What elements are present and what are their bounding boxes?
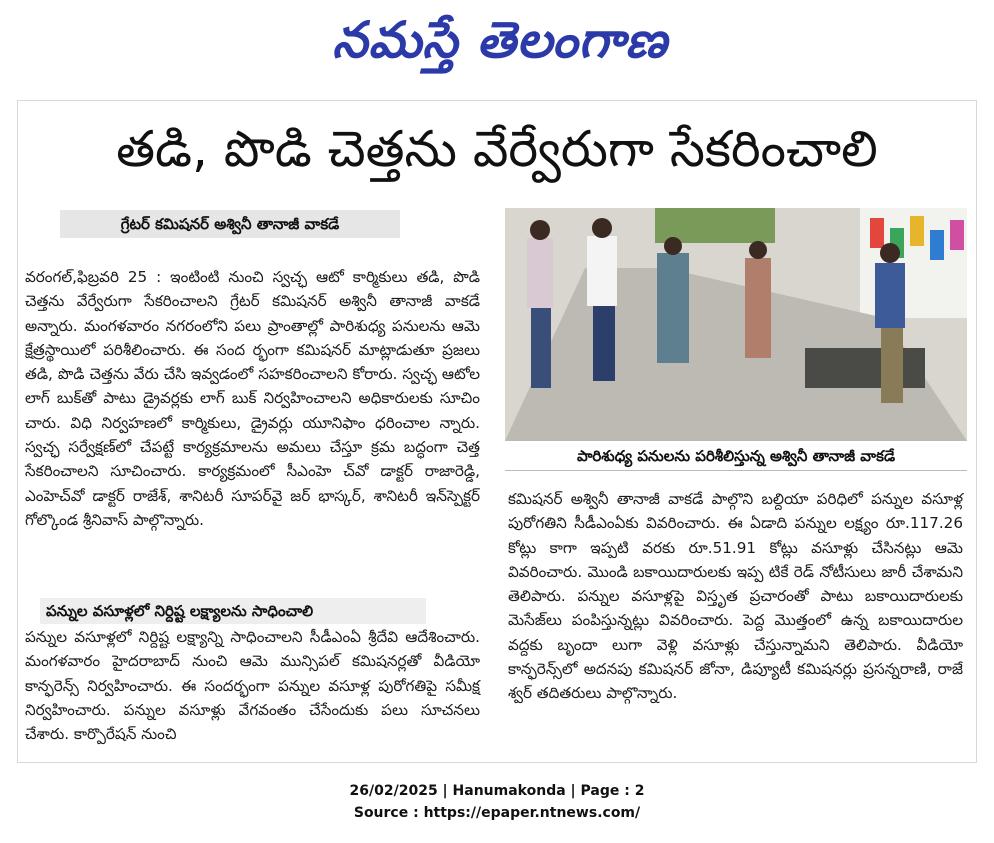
photo-illustration: [505, 208, 967, 441]
footer-source-line: Source : https://epaper.ntnews.com/: [353, 805, 641, 821]
left-column-text: [25, 265, 480, 532]
masthead-logo: నమస్తే తెలంగాణ: [332, 11, 668, 69]
right-column-text: [508, 487, 963, 706]
photo-caption: పారిశుధ్య పనులను పరిశీలిస్తున్న అశ్వినీ తానాజీ వాకడే: [505, 442, 967, 471]
left-column-text-2: [25, 625, 480, 746]
article-photo: [505, 208, 967, 441]
article-subhead: గ్రేటర్ కమిషనర్ అశ్వినీ తానాజీ వాకడే: [60, 210, 400, 238]
page-footer: [0, 780, 994, 824]
section-heading: పన్నుల వసూళ్లలో నిర్దిష్ట లక్ష్యాలను సాధించాలి: [40, 598, 426, 624]
article-headline: తడి, పొడి చెత్తను వేర్వేరుగా సేకరించాలి: [116, 120, 878, 178]
paragraph: పన్నుల వసూళ్లలో నిర్దిష్ట లక్ష్యాన్ని సాధించాలని సీడీఎంఏ శ్రీదేవి ఆదేశించారు. మంగళవారం హైదరాబాద్ నుంచి ఆమె మున్సిపల్ కమిషనర్లతో వీడియో కాన్ఫరెన్స్ నిర్వహించారు. ఈ సందర్భంగా పన్నుల వసూళ్ల పురోగతిపై సమీక్ష నిర్వహించారు. పన్నుల వసూళ్లు వేగవంతం చేసేందుకు పలు సూచనలు చేశారు. కార్పొరేషన్ నుంచి: [25, 628, 480, 744]
paragraph: వరంగల్,ఫిబ్రవరి 25 : ఇంటింటి నుంచి స్వచ్ఛ ఆటో కార్మికులు తడి, పొడి చెత్తను వేర్వేరుగా సేకరించాలని గ్రేటర్ కమిషనర్ అశ్వినీ తానాజీ వాకడే అన్నారు. మంగళవారం నగరంలోని పలు ప్రాంతాల్లో పారిశుధ్య పనులను ఆమె క్షేత్రస్థాయిలో పరిశీలించారు. ఈ సంద ర్భంగా కమిషనర్ మాట్లాడుతూ ప్రజలు తడి, పొడి చెత్తను వేరు చేసి ఇవ్వడంలో సహకరించాలని కోరారు. స్వచ్ఛ ఆటోల లాగ్ బుక్‌తో పాటు డ్రైవర్లకు లాగ్ బుక్ నిర్వహించాలని అధికారులకు సూచిం చారు. విధి నిర్వహణలో కార్మికులు, డ్రైవర్లు యూనిఫాం ధరించాల న్నారు. స్వచ్ఛ సర్వేక్షణ్‌లో చేపట్టే కార్యక్రమాలను అమలు చేస్తూ క్రమ బద్ధంగా చెత్త సేకరించాలని సూచించారు. కార్యక్రమంలో సీఎంహె చ్‌వో డాక్టర్ రాజారెడ్డి, ఎంహెచ్‌వో డాక్టర్ రాజేశ్, శానిటరీ సూపర్‌వై జర్ భాస్కర్, శానిటరీ ఇన్‌స్పెక్టర్ గోల్కొండ శ్రీనివాస్ పాల్గొన్నారు.: [25, 268, 480, 529]
paragraph: కమిషనర్ అశ్వినీ తానాజీ వాకడే పాల్గొని బల్దియా పరిధిలో పన్నుల వసూళ్ల పురోగతిని సీడీఎంఏకు వివరించారు. ఈ ఏడాది పన్నుల లక్ష్యం రూ.117.26 కోట్లు కాగా ఇప్పటి వరకు రూ.51.91 కోట్లు వసూళ్లు చేసినట్లు ఆమె వివరించారు. మొండి బకాయిదారులకు ఇప్ప టికే రెడ్ నోటీసులు జారీ చేశామని తెలిపారు. పన్నుల వసూళ్లపై విస్తృత ప్రచారంతో పాటు బకాయిదారులకు మెసేజ్‌లు పంపిస్తున్నట్లు వివరించారు. పెద్ద మొత్తంలో ఉన్న బకాయిదారుల వద్దకు బృందా లుగా వెళ్లి వసూళ్లు చేస్తున్నామని తెలిపారు. వీడియో కాన్ఫరెన్స్‌లో అదనపు కమిషనర్ జోనా, డిప్యూటీ కమిషనర్లు ప్రసన్నరాణి, రాజే శ్వర్ తదితరులు పాల్గొన్నారు.: [508, 490, 963, 703]
footer-date-line: 26/02/2025 | Hanumakonda | Page : 2: [349, 783, 645, 799]
